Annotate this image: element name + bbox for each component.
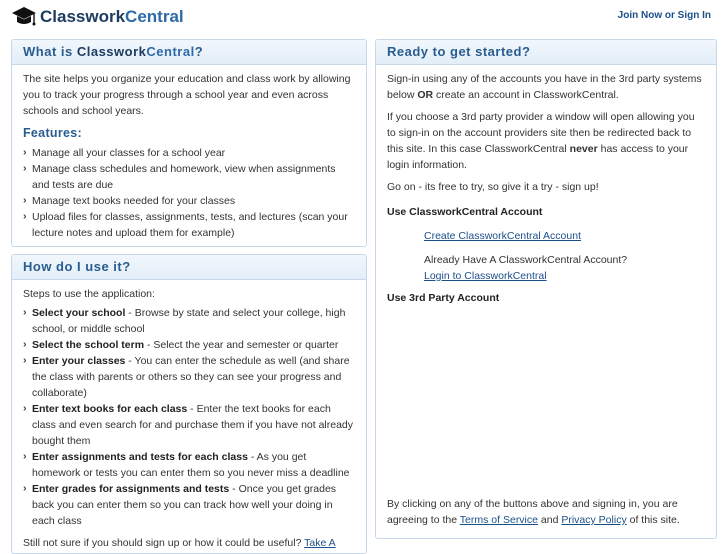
step-item xyxy=(23,449,355,481)
step-item xyxy=(23,401,355,449)
how-footer xyxy=(23,535,355,551)
ready-p2-never: never xyxy=(569,143,598,155)
what-is-title-prefix: What is xyxy=(23,44,77,59)
feature-item: › Manage text books needed for your classes xyxy=(23,193,355,209)
terms-of-service-link[interactable]: Terms of Service xyxy=(459,514,538,526)
ready-title: Ready to get started? xyxy=(376,40,716,65)
ready-p1-text: Sign-in using any of the accounts you have in the 3rd party systems below xyxy=(387,73,702,101)
features-list xyxy=(23,145,355,241)
ready-p2-text-end: has access to your login information. xyxy=(387,143,689,171)
step-item xyxy=(23,353,355,401)
join-signin-link[interactable]: Join Now or Sign In xyxy=(617,10,711,21)
ready-p3: Go on - its free to try, so give it a try - sign up! xyxy=(387,181,599,193)
what-is-title-brand2: Central xyxy=(146,44,195,59)
step-text: - You can enter the schedule as well (and share the class with parents or others so they can see your progress and collaborate) xyxy=(32,355,350,399)
use-3rd-party-heading: Use 3rd Party Account xyxy=(387,292,500,304)
step-title: Select your school xyxy=(32,307,126,319)
ready-p1-text-end: create an account in ClassworkCentral. xyxy=(433,89,619,101)
how-to-use-panel xyxy=(11,254,367,554)
feature-item: › Upload files for classes, assignments, tests, and lectures (scan your lecture notes and upload them for example) xyxy=(23,209,355,241)
logo-text-part1: Classwork xyxy=(40,7,126,26)
step-item xyxy=(23,337,355,353)
how-footer-text: Still not sure if you should sign up or how it could be useful? xyxy=(23,537,305,549)
what-is-title-brand1: Classwork xyxy=(76,44,147,59)
features-heading: Features: xyxy=(23,126,82,140)
login-link[interactable]: Login to ClassworkCentral xyxy=(424,270,547,282)
step-title: Enter assignments and tests for each class xyxy=(32,451,248,463)
step-title: Enter your classes xyxy=(32,355,126,367)
privacy-policy-link[interactable]: Privacy Policy xyxy=(561,514,627,526)
step-title: Enter text books for each class xyxy=(32,403,188,415)
use-cc-heading: Use ClassworkCentral Account xyxy=(387,206,543,218)
what-is-intro: The site helps you organize your education and class work by allowing you to track your progress through a school year and even across schools and school years. xyxy=(23,73,351,117)
create-account-link[interactable]: Create ClassworkCentral Account xyxy=(424,230,581,242)
already-have-account-text: Already Have A ClassworkCentral Account? xyxy=(424,254,628,266)
logo-text-part2: Central xyxy=(125,7,184,26)
terms-and-text: and xyxy=(537,514,562,526)
ready-p1 xyxy=(387,71,705,103)
ready-p2-text: If you choose a 3rd party provider a window will open allowing you to sign-in on the account providers site then be redirected back to this site. In this case ClassworkCentral xyxy=(387,111,695,155)
step-text: - Browse by state and select your college, high school, or middle school xyxy=(32,307,346,335)
graduation-cap-icon xyxy=(11,5,37,29)
steps-list xyxy=(23,305,355,529)
step-title: Select the school term xyxy=(32,339,145,351)
step-text: - Once you get grades back you can enter them so you can track how well your doing in each class xyxy=(32,483,337,527)
step-item xyxy=(23,305,355,337)
terms-text: By clicking on any of the buttons above and signing in, you are agreeing to the xyxy=(387,498,678,526)
logo[interactable] xyxy=(11,3,184,31)
step-item xyxy=(23,481,355,529)
what-is-title-suffix: ? xyxy=(194,44,204,59)
terms-notice xyxy=(387,496,705,528)
how-to-use-title: How do I use it? xyxy=(12,255,366,280)
how-intro: Steps to use the application: xyxy=(23,288,155,300)
take-a-tour-link[interactable]: Take A xyxy=(304,537,336,549)
step-text: - Select the year and semester or quarter xyxy=(144,339,339,351)
ready-panel xyxy=(375,39,717,539)
logo-text xyxy=(40,7,184,27)
feature-item: › Manage all your classes for a school year xyxy=(23,145,355,161)
step-text: - Enter the text books for each class and even search for and purchase them if you have not already bought them xyxy=(32,403,354,447)
header xyxy=(0,0,727,36)
what-is-title xyxy=(12,40,366,65)
terms-end-text: of this site. xyxy=(626,514,680,526)
step-text: - As you get homework or tests you can enter them so you never miss a deadline xyxy=(32,451,350,479)
cc-account-options xyxy=(387,228,705,284)
ready-p2 xyxy=(387,109,705,173)
step-title: Enter grades for assignments and tests xyxy=(32,483,230,495)
feature-item: › Manage class schedules and homework, view when assignments and tests are due xyxy=(23,161,355,193)
ready-p1-or: OR xyxy=(417,89,434,101)
what-is-panel xyxy=(11,39,367,247)
